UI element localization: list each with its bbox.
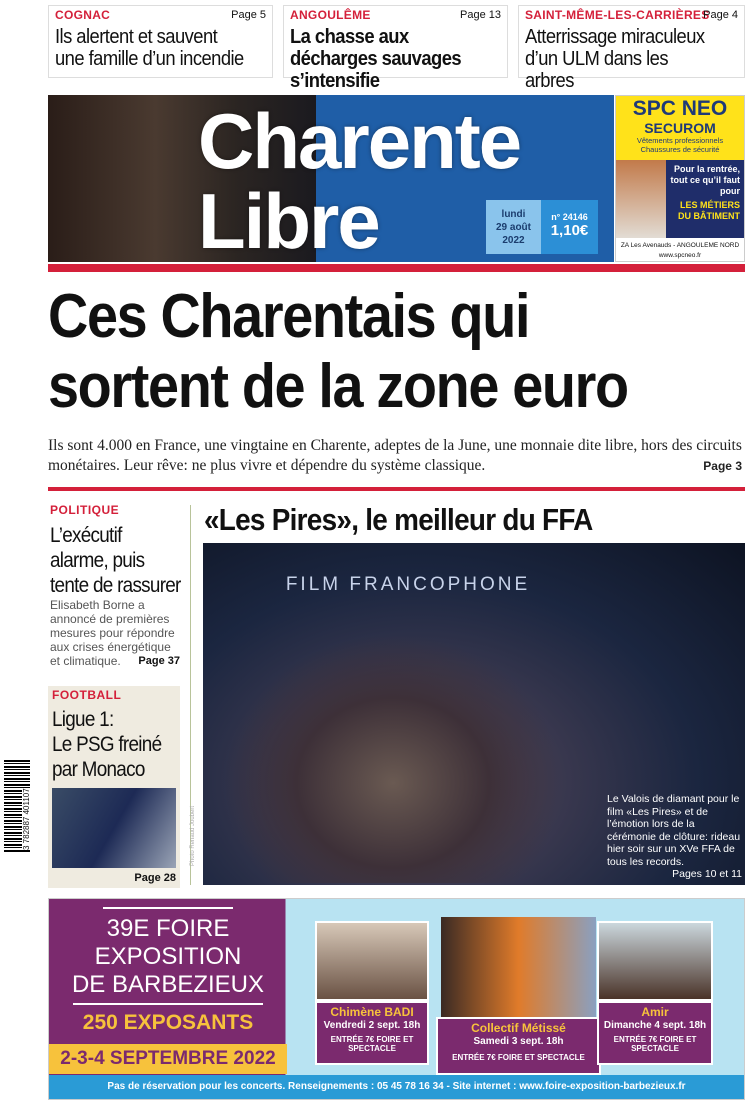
headline-line: par Monaco [52,758,145,781]
ad-footer: Pas de réservation pour les concerts. Renseignements : 05 45 78 16 34 - Site internet : www.foire-exposition-barbezieux.fr [49,1075,744,1099]
teaser-label: ANGOULÊME [290,8,371,22]
main-headline[interactable] [48,282,628,422]
ad-promo-strong: LES MÉTIERS DU BÂTIMENT [678,200,740,221]
caption-text: Le Valois de diamant pour le film «Les Pires» et de l’émotion lors de la cérémonie de clôture: rideau hier soir sur un XVe FFA de tous les records. [607,793,741,868]
teaser-page: Page 5 [231,9,266,21]
photo-backdrop-text: FILM FRANCOPHONE [285,574,531,595]
teaser-headline: Atterrissage miraculeux d’un ULM dans les arbres [525,26,705,92]
foire-barbezieux-ad[interactable] [48,898,745,1100]
football-page: Page 28 [134,872,176,884]
photo-credit: Photo Renaud Joubert [190,805,197,867]
spc-neo-ad[interactable] [615,95,745,262]
headline-line: alarme, puis [50,549,145,572]
teaser-page: Page 4 [703,9,738,21]
divider [48,487,745,491]
photo-caption [607,793,742,881]
teaser-label: COGNAC [55,8,111,22]
teaser-headline: La chasse aux décharges sauvages s’intensifie [290,26,462,92]
date-year: 2022 [502,235,525,246]
artist-entry: ENTRÉE 7€ FOIRE ET SPECTACLE [330,1035,414,1053]
ad-line2: Chaussures de sécurité [640,145,720,154]
teaser-label: SAINT-MÊME-LES-CARRIÈRES [525,8,710,22]
date-date: 29 août [495,222,531,233]
kicker: POLITIQUE [50,503,120,517]
main-standfirst [48,436,748,476]
masthead-title-2: Libre [198,177,379,262]
ad-brand2: SECUROM [644,120,716,136]
ad-address: ZA Les Avenauds - ANGOULEME NORD [620,242,740,249]
price: 1,10€ [550,222,589,239]
kicker: FOOTBALL [52,688,122,702]
teaser-saint-meme[interactable] [518,5,745,92]
date-day: lundi [501,209,526,220]
artist-photo [597,921,713,1001]
ad-brand: SPC NEO [632,97,728,120]
teaser-cognac[interactable] [48,5,273,78]
artist-name: Chimène BADI [330,1005,414,1019]
artist-name: Collectif Métissé [471,1021,566,1035]
artist-when: Samedi 3 sept. 18h [473,1036,564,1047]
ad-dates: 2-3-4 SEPTEMBRE 2022 [49,1044,287,1074]
artist-card [436,1017,601,1075]
masthead-title-1: Charente [198,97,521,185]
divider [48,264,745,272]
headline-line: Ligue 1: [52,708,114,731]
teaser-headline: Ils alertent et sauvent une famille d’un incendie [55,26,244,70]
politique-page: Page 37 [138,655,180,667]
main-page: Page 3 [703,459,742,473]
teaser-angouleme[interactable] [283,5,508,92]
artist-when: Vendredi 2 sept. 18h [323,1020,421,1031]
ad-site: www.spcneo.fr [658,252,702,259]
price-box [541,200,598,254]
headline-line: L’exécutif [50,524,122,547]
ad-exposants: 250 EXPOSANTS [82,1011,254,1034]
masthead [48,95,614,262]
football-article[interactable] [48,686,180,888]
ffa-headline[interactable]: «Les Pires», le meilleur du FFA [204,502,593,537]
politique-text: Elisabeth Borne a annoncé de premières mesures pour répondre aux crises énergétique et climatique. [50,598,175,668]
standfirst-text: Ils sont 4.000 en France, une vingtaine en Charente, adeptes de la June, une monnaie dite libre, hors des circuits monétaires. Leur rêve: ne plus vivre et dépendre du système classique. [48,437,742,474]
politique-headline [50,523,181,598]
headline-line: Ces Charentais qui [48,282,530,351]
artist-name: Amir [641,1005,669,1019]
artist-when: Dimanche 4 sept. 18h [603,1020,707,1031]
artist-photo [315,921,429,1001]
artist-card [315,1001,429,1065]
artist-card [597,1001,713,1065]
ad-line1: Vêtements professionnels [636,136,724,145]
issue-number: n° 24146 [551,212,588,222]
headline-line: tente de rassurer [50,574,181,597]
photo-people [223,633,563,883]
football-headline [52,707,164,782]
ffa-photo [190,543,745,885]
ad-photo [616,160,666,238]
politique-article[interactable] [50,503,180,668]
football-photo [52,788,176,868]
ad-title2: EXPOSITION [94,943,242,970]
artist-entry: ENTRÉE 7€ FOIRE ET SPECTACLE [613,1035,697,1053]
ad-title3: DE BARBEZIEUX [71,971,265,998]
barcode-number: 3 782887 401107 [22,788,31,850]
artist-entry: ENTRÉE 7€ FOIRE ET SPECTACLE [452,1053,585,1062]
date-box [486,200,541,254]
caption-page: Pages 10 et 11 [672,868,742,880]
ad-title1: 39E FOIRE [106,915,230,942]
ad-promo: Pour la rentrée, tout ce qu’il faut pour [670,164,740,196]
headline-line: sortent de la zone euro [48,352,628,421]
artist-photo [441,917,596,1017]
teaser-page: Page 13 [460,9,501,21]
headline-line: Le PSG freiné [52,733,162,756]
